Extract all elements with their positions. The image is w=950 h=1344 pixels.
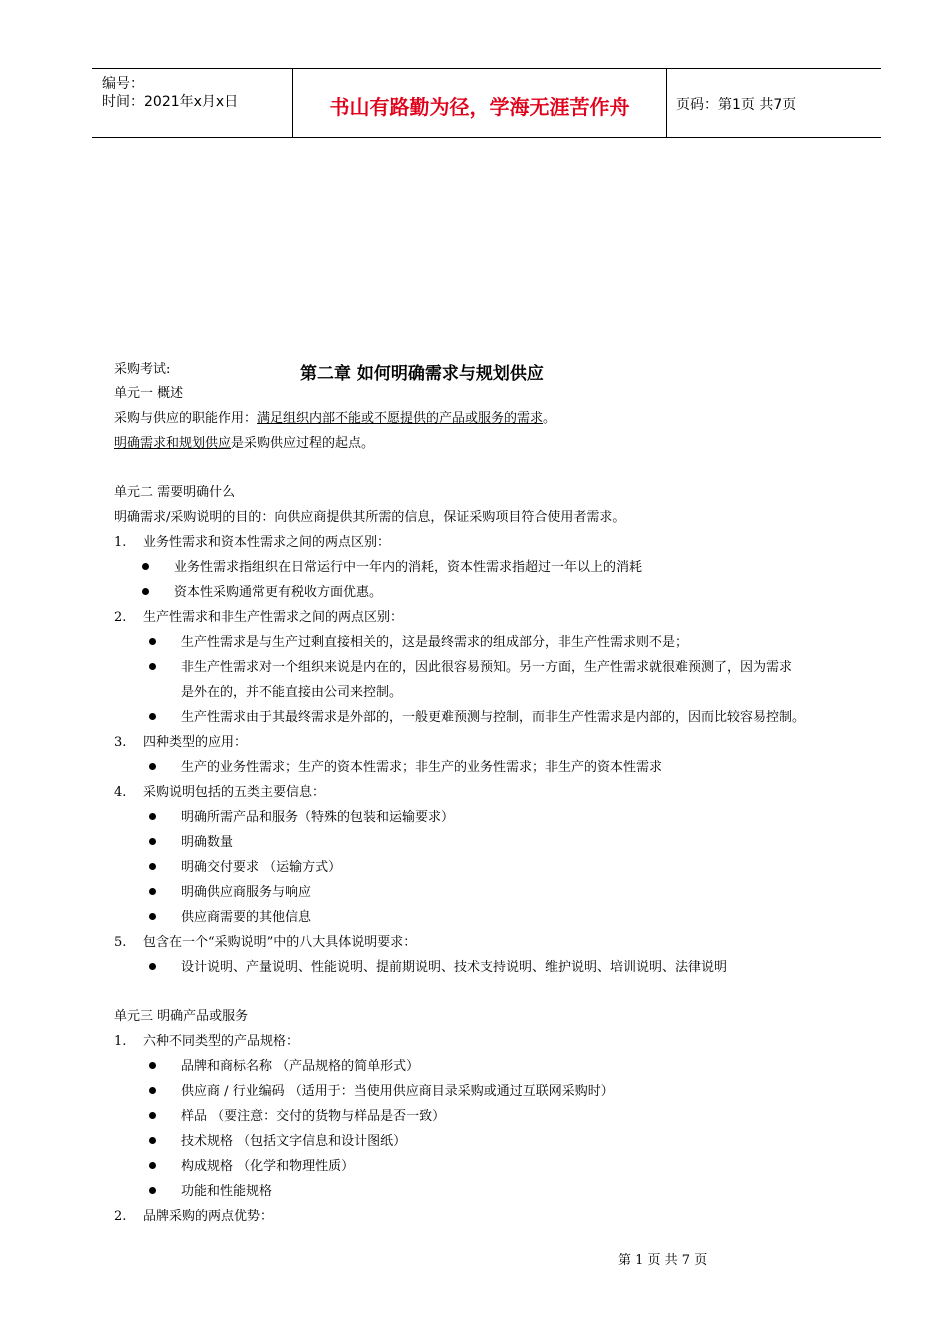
- bullet-icon: [149, 1187, 156, 1194]
- list-item: 明确所需产品和服务（特殊的包装和运输要求）: [181, 810, 455, 825]
- list-number: 1.: [114, 535, 127, 550]
- bullet-icon: [149, 638, 156, 645]
- list-number: 4.: [114, 785, 127, 800]
- list-item: 生产性需求由于其最终需求是外部的，一般更难预测与控制，而非生产性需求是内部的，因而比较容易控制。: [181, 710, 806, 725]
- header-page-cell: [666, 69, 881, 137]
- header-info-cell: [92, 69, 292, 137]
- list-item: 明确供应商服务与响应: [181, 885, 312, 900]
- bullet-icon: [149, 713, 156, 720]
- start-line: [114, 436, 374, 452]
- header-table: [92, 68, 881, 138]
- list-item: 生产性需求和非生产性需求之间的两点区别：: [143, 610, 404, 625]
- list-item: 资本性采购通常更有税收方面优惠。: [174, 585, 383, 600]
- page-label: 页码：第1页 共7页: [676, 97, 797, 113]
- list-item: 生产的业务性需求；生产的资本性需求；非生产的业务性需求；非生产的资本性需求: [181, 760, 663, 775]
- list-item: 六种不同类型的产品规格：: [143, 1034, 300, 1049]
- bullet-icon: [149, 663, 156, 670]
- role-prefix: 采购与供应的职能作用：: [114, 411, 258, 426]
- number-label: 编号：: [102, 76, 144, 92]
- bullet-icon: [149, 1087, 156, 1094]
- bullet-icon: [149, 913, 156, 920]
- list-item: 生产性需求是与生产过剩直接相关的，这是最终需求的组成部分，非生产性需求则不是；: [181, 635, 689, 650]
- list-item: 功能和性能规格: [181, 1184, 273, 1199]
- list-number: 2.: [114, 610, 127, 625]
- bullet-icon: [149, 838, 156, 845]
- list-item: 明确数量: [181, 835, 234, 850]
- list-number: 1.: [114, 1034, 127, 1049]
- start-suffix: 是采购供应过程的起点。: [231, 436, 375, 451]
- role-line: [114, 411, 556, 427]
- bullet-icon: [149, 888, 156, 895]
- start-underlined: 明确需求和规划供应: [114, 436, 232, 451]
- time-label: 时间：2021年x月x日: [102, 94, 239, 110]
- list-item: 样品 （要注意：交付的货物与样品是否一致）: [181, 1109, 446, 1124]
- unit2-heading: 单元二 需要明确什么: [114, 485, 236, 500]
- list-item: 包含在一个“采购说明”中的八大具体说明要求：: [143, 935, 417, 950]
- bullet-icon: [149, 1162, 156, 1169]
- left-label: 采购考试:: [114, 362, 171, 377]
- list-item: 品牌采购的两点优势：: [143, 1209, 274, 1224]
- list-item: 四种类型的应用：: [143, 735, 248, 750]
- role-suffix: 。: [543, 411, 557, 426]
- list-item: 供应商需要的其他信息: [181, 910, 312, 925]
- list-item: 供应商 / 行业编码 （适用于：当使用供应商目录采购或通过互联网采购时）: [181, 1084, 614, 1099]
- bullet-icon: [149, 1112, 156, 1119]
- list-item: 技术规格 （包括文字信息和设计图纸）: [181, 1134, 407, 1149]
- list-item: 构成规格 （化学和物理性质）: [181, 1159, 355, 1174]
- role-underlined: 满足组织内部不能或不愿提供的产品或服务的需求: [257, 411, 544, 426]
- list-item: 非生产性需求对一个组织来说是内在的，因此很容易预知。另一方面，生产性需求就很难预测了，因为需求: [181, 660, 793, 675]
- bullet-icon: [142, 563, 149, 570]
- list-number: 5.: [114, 935, 127, 950]
- list-number: 3.: [114, 735, 127, 750]
- list-item: 设计说明、产量说明、性能说明、提前期说明、技术支持说明、维护说明、培训说明、法律说明: [181, 960, 728, 975]
- bullet-icon: [149, 1062, 156, 1069]
- list-item: 明确交付要求 （运输方式）: [181, 860, 342, 875]
- bullet-icon: [149, 963, 156, 970]
- list-item: 采购说明包括的五类主要信息：: [143, 785, 326, 800]
- list-item: 品牌和商标名称 （产品规格的简单形式）: [181, 1059, 420, 1074]
- list-item: 业务性需求和资本性需求之间的两点区别：: [143, 535, 391, 550]
- bullet-icon: [149, 1137, 156, 1144]
- bullet-icon: [149, 813, 156, 820]
- unit3-heading: 单元三 明确产品或服务: [114, 1009, 249, 1024]
- bullet-icon: [142, 588, 149, 595]
- list-item-continuation: 是外在的，并不能直接由公司来控制。: [181, 685, 403, 700]
- chapter-title: 第二章 如何明确需求与规划供应: [300, 364, 544, 384]
- bullet-icon: [149, 763, 156, 770]
- list-number: 2.: [114, 1209, 127, 1224]
- motto: 书山有路勤为径，学海无涯苦作舟: [329, 95, 630, 119]
- bullet-icon: [149, 863, 156, 870]
- unit1-heading: 单元一 概述: [114, 386, 184, 401]
- header-motto-cell: [292, 69, 667, 137]
- purpose-line: 明确需求/采购说明的目的：向供应商提供其所需的信息，保证采购项目符合使用者需求。: [114, 510, 626, 525]
- page-footer: 第 1 页 共 7 页: [618, 1253, 708, 1268]
- list-item: 业务性需求指组织在日常运行中一年内的消耗，资本性需求指超过一年以上的消耗: [174, 560, 643, 575]
